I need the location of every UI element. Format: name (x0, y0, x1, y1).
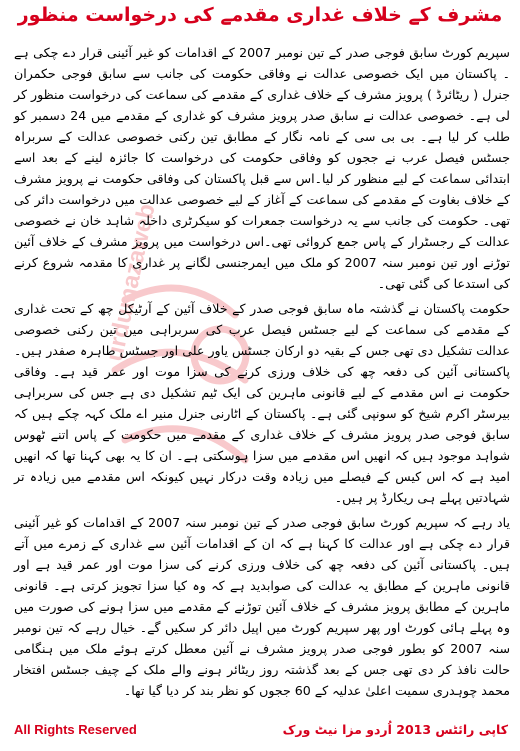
footer (14, 719, 508, 739)
watermark-text: urdumazaweb (101, 201, 161, 364)
article-paragraph: حکومت پاکستان نے گذشتہ ماہ سابق فوجی صدر کے خلاف آئین کے آرٹیکل چھ کے تحت غداری کے مقدمے کی سماعت کے لیے جسٹس فیصل عرب کی سربراہی میں تین رکنی خصوصی عدالت تشکیل دی تھی جس کے بقیہ دو ارکان جسٹس یاور علی اور جسٹس طاہرہ صفدر ہیں۔ پاکستانی آئین کی دفعہ چھ کی خلاف ورزی کرنے کی سزا موت اور عمر قید ہے۔ وفاقی حکومت نے اس مقدمے کے لیے قانونی ماہرین کی ایک ٹیم تشکیل دی ہے جس کی سربراہی بیرسٹر اکرم شیخ کو سونپی گئی ہے۔ پاکستان کے اٹارنی جنرل منیر اے ملک کہہ چکے ہیں کہ سابق فوجی صدر پرویز مشرف کے خلاف غداری کے مقدمے میں حکومت کے پاس اتنے ٹھوس شواہد موجود ہیں کہ انھیں اس مقدمے میں سزا ہوسکتی ہے۔ ان کا یہ بھی کہنا تھا کہ انھیں امید ہے کہ اس کیس کے فیصلے میں زیادہ وقت درکار نہیں کیونکہ اس مقدمے میں زیادہ تر شہادتیں پہلے ہی ریکارڈ پر ہیں۔ (14, 301, 510, 505)
article-paragraph: سپریم کورٹ سابق فوجی صدر کے تین نومبر 2007 کے اقدامات کو غیر آئینی قرار دے چکی ہے ۔ پاکستان میں ایک خصوصی عدالت نے وفاقی حکومت کی جانب سے سابق فوجی حکمران جنرل ( ریٹائرڈ ) پرویز مشرف کے خلاف غداری کے مقدمے کی سماعت کی درخواست منظور کر لی ہے۔ خصوصی عدالت نے سابق صدر پرویز مشرف کو غداری کے مقدمے میں 24 دسمبر کو طلب کر لیا ہے۔ بی بی سی کے نامہ نگار کے مطابق تین رکنی خصوصی عدالت کے سربراہ جسٹس فیصل عرب نے ججوں کو وفاقی حکومت کی درخواست کا جائزہ لینے کے بعد اسے ابتدائی سماعت کے لیے منظور کر لیا۔اس سے قبل پاکستان کی وفاقی حکومت نے پرویز مشرف کے خلاف بغاوت کے مقدمے کی سماعت کے آغاز کے لیے خصوصی عدالت میں درخواست دائر کی تھی۔ حکومت کی جانب سے یہ درخواست جمعرات کو سیکرٹری داخلہ شاہد خان نے خصوصی عدالت کے رجسٹرار کے پاس جمع کروائی تھی۔اس درخواست میں پرویز مشرف کے خلاف آئین توڑنے اور تین نومبر سنہ 2007 کو ملک میں ایمرجنسی لگانے پر غداری کا مقدمہ شروع کرنے کی استدعا کی گئی تھی۔ (14, 45, 510, 291)
article-title: مشرف کے خلاف غداری مقدمے کی درخواست منظور (17, 4, 503, 26)
article-paragraph: یاد رہے کہ سپریم کورٹ سابق فوجی صدر کے تین نومبر سنہ 2007 کے اقدامات کو غیر آئینی قرار دے چکی ہے اور عدالت کا کہنا ہے کہ ان کے اقدامات آئین سے غداری کے زمرے میں آتے ہیں۔ پاکستانی آئین کی دفعہ چھ کی خلاف ورزی کرنے کی سزا موت اور عمر قید ہے اور قانونی ماہرین کے مطابق یہ عدالت کی صوابدید ہے کہ وہ کیا سزا تجویز کرتی ہے۔ قانونی ماہرین کے مطابق پرویز مشرف کے خلاف آئین توڑنے کے مقدمے میں سزا ہونے کی صورت میں وہ پہلے ہائی کورٹ اور پھر سپریم کورٹ میں اپیل دائر کر سکیں گے۔ خیال رہے کہ تین نومبر سنہ 2007 کو بطور فوجی صدر پرویز مشرف نے آئین معطل کرتے ہوئے ملک میں ہنگامی حالت نافذ کر دی تھی جس کے بعد گذشتہ روز ریٹائر ہونے والے ملک کے چیف جسٹس افتخار محمد چوہدری سمیت اعلیٰ عدلیہ کے 60 ججوں کو نظر بند کر دیا گیا تھا۔ (14, 515, 510, 698)
copyright-notice: کاپی رائٹس 2013 اُردو مزا نیٹ ورک (282, 721, 508, 737)
article-body (14, 42, 510, 701)
all-rights-reserved: All Rights Reserved (14, 721, 137, 737)
